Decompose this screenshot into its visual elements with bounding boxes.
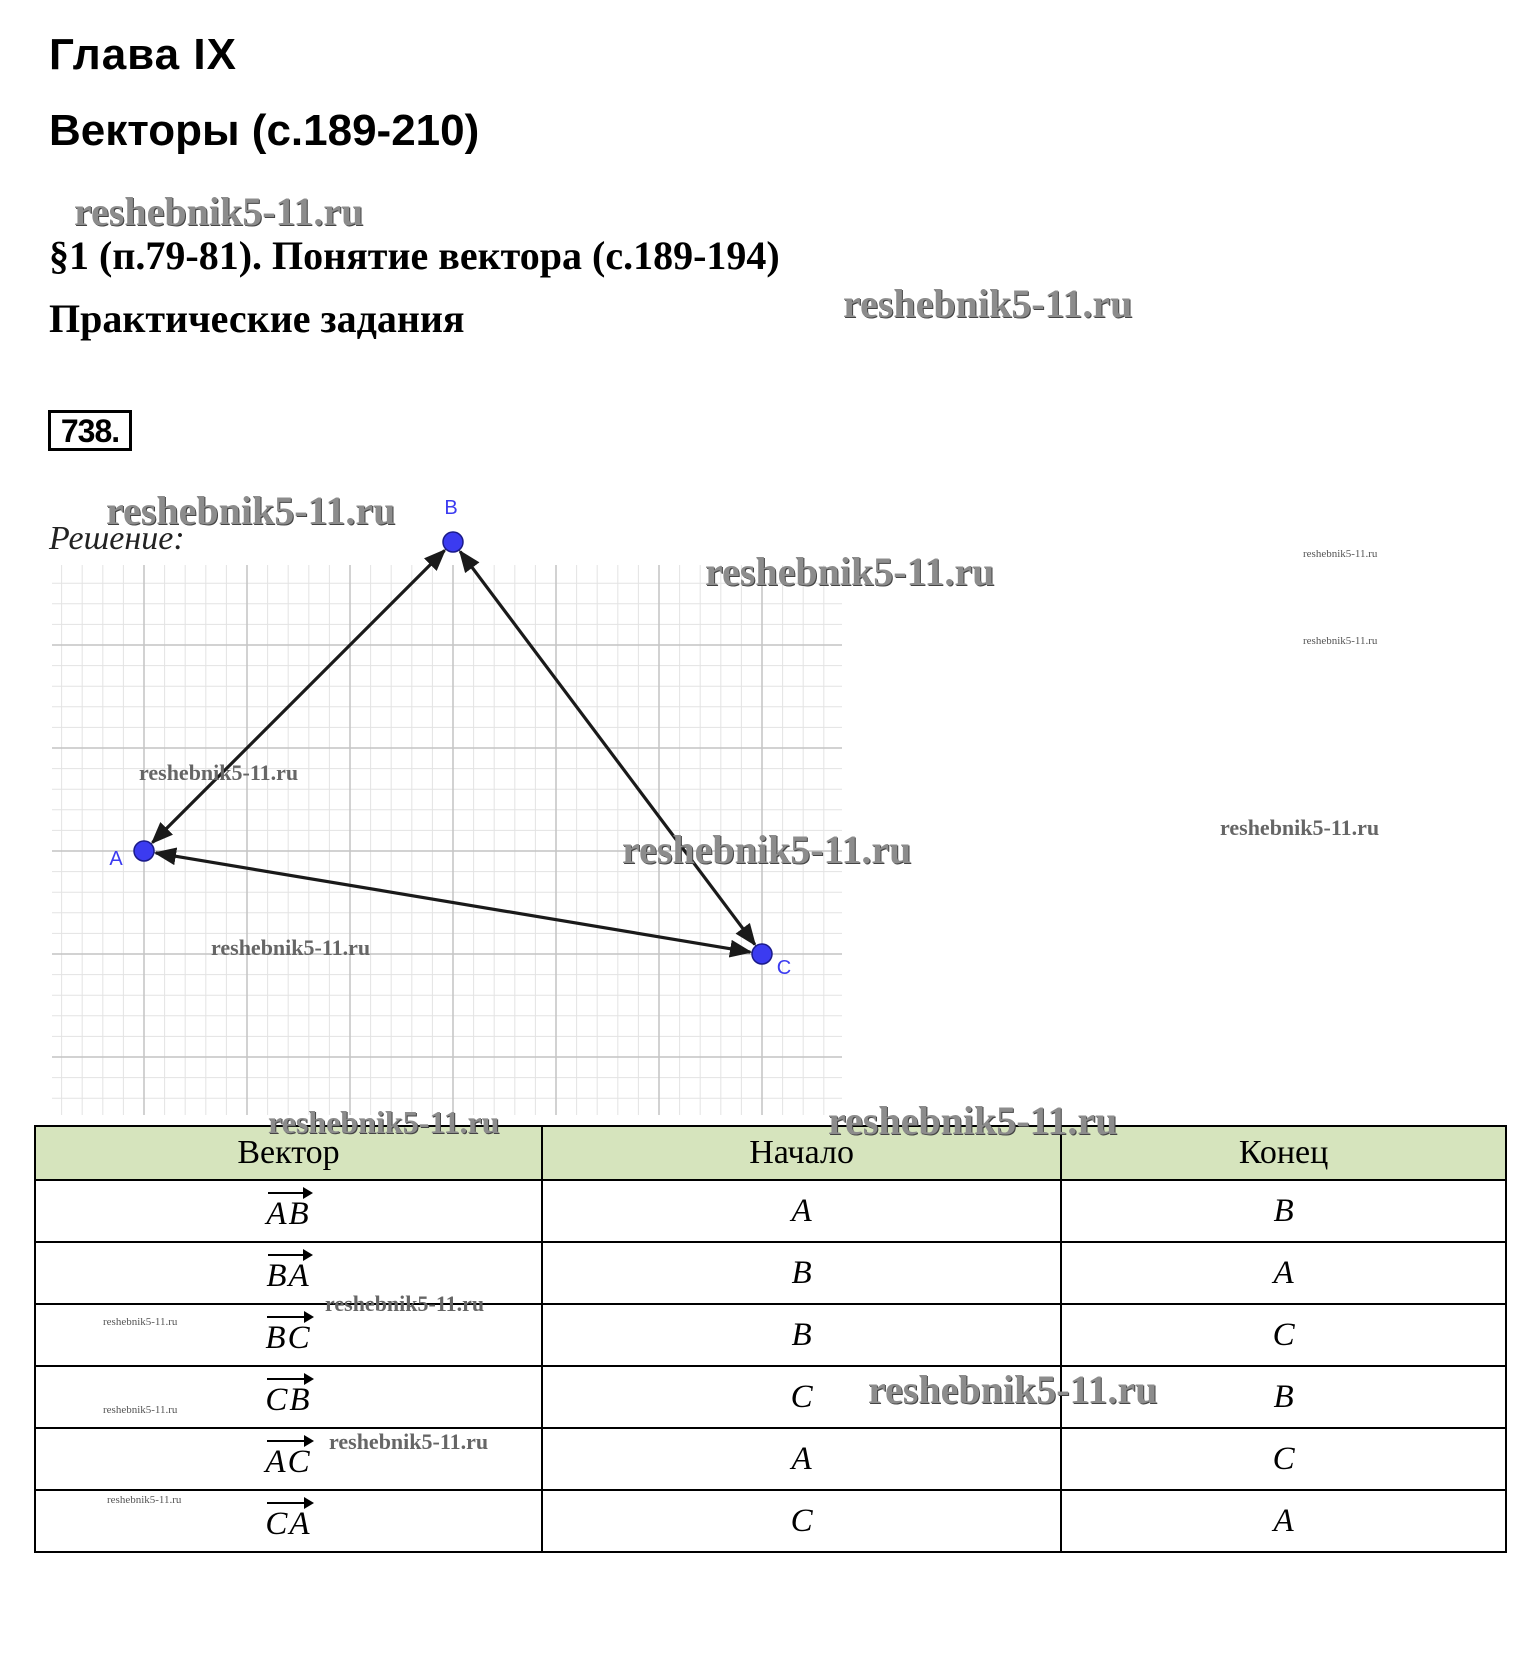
task-number: 738. [48, 410, 132, 451]
vector-arrow-icon [268, 1192, 310, 1194]
end-cell: A [1061, 1490, 1506, 1552]
watermark-text: reshebnik5-11.ru [868, 1367, 1158, 1412]
watermark-text: reshebnik5-11.ru [325, 1291, 485, 1316]
table-row [35, 1242, 1506, 1304]
watermark-text: reshebnik5-11.ru [622, 827, 912, 872]
start-cell: C [542, 1366, 1061, 1428]
vector-label: CB [265, 1381, 312, 1418]
watermark-text: reshebnik5-11.ru [1303, 635, 1378, 647]
section-title: §1 (п.79-81). Понятие вектора (с.189-194) [49, 233, 780, 278]
vector-arrow-icon [267, 1502, 311, 1504]
point-B [443, 532, 463, 552]
table-row [35, 1366, 1506, 1428]
vector-arrow-icon [268, 1254, 310, 1256]
end-cell: A [1061, 1242, 1506, 1304]
topic-title: Векторы (с.189-210) [49, 106, 480, 155]
subsection-title: Практические задания [49, 296, 465, 341]
watermark-text: reshebnik5-11.ru [1303, 548, 1378, 560]
vector-label: AB [266, 1195, 311, 1232]
table-row [35, 1304, 1506, 1366]
watermark-text: reshebnik5-11.ru [139, 760, 299, 785]
start-cell: B [542, 1304, 1061, 1366]
vector-name [265, 1438, 311, 1481]
vector-arrow-icon [267, 1440, 311, 1442]
watermark-text: reshebnik5-11.ru [843, 281, 1133, 326]
vector-cell [35, 1304, 542, 1366]
start-cell: A [542, 1428, 1061, 1490]
table-row [35, 1490, 1506, 1552]
vector-arrow-icon [267, 1316, 311, 1318]
header-end: Конец [1061, 1126, 1506, 1180]
point-A [134, 841, 154, 861]
vector-cell [35, 1490, 542, 1552]
watermark-text: reshebnik5-11.ru [74, 189, 364, 234]
point-label-A: A [109, 848, 123, 870]
vector-cell [35, 1428, 542, 1490]
watermark-text: reshebnik5-11.ru [106, 488, 396, 533]
end-cell: B [1061, 1180, 1506, 1242]
end-cell: C [1061, 1304, 1506, 1366]
vector-name [266, 1190, 310, 1233]
table-row [35, 1428, 1506, 1490]
chapter-title: Глава IX [49, 30, 237, 79]
vector-cell [35, 1366, 542, 1428]
watermark-text: reshebnik5-11.ru [211, 935, 371, 960]
watermark-text: reshebnik5-11.ru [828, 1098, 1118, 1143]
watermark-text: reshebnik5-11.ru [705, 549, 995, 594]
watermark-text: reshebnik5-11.ru [103, 1404, 178, 1416]
vector-name [265, 1500, 311, 1543]
watermark-text: reshebnik5-11.ru [103, 1316, 178, 1328]
vector-label: CA [265, 1505, 312, 1542]
table-header-row [35, 1126, 1506, 1180]
point-label-B: B [444, 497, 458, 519]
vector-cell [35, 1180, 542, 1242]
end-cell: C [1061, 1428, 1506, 1490]
table-row [35, 1180, 1506, 1242]
point-C [752, 944, 772, 964]
watermark-text: reshebnik5-11.ru [107, 1494, 182, 1506]
start-cell: C [542, 1490, 1061, 1552]
end-cell: B [1061, 1366, 1506, 1428]
watermark-text: reshebnik5-11.ru [268, 1104, 500, 1140]
vector-name [265, 1314, 311, 1357]
vector-arrow-icon [267, 1378, 311, 1380]
vector-table [34, 1125, 1507, 1553]
start-cell: B [542, 1242, 1061, 1304]
vector-label: AC [265, 1443, 312, 1480]
header-start: Начало [542, 1126, 1061, 1180]
vector-cell [35, 1242, 542, 1304]
vector-name [265, 1376, 311, 1419]
vector-AB [152, 550, 444, 842]
header-vector: Вектор [35, 1126, 542, 1180]
watermark-text: reshebnik5-11.ru [329, 1429, 489, 1454]
vector-label: BA [266, 1257, 311, 1294]
vector-name [266, 1252, 310, 1295]
point-label-C: C [776, 957, 792, 979]
start-cell: A [542, 1180, 1061, 1242]
watermark-text: reshebnik5-11.ru [1220, 815, 1380, 840]
vector-label: BC [265, 1319, 312, 1356]
solution-label: Решение: [49, 520, 185, 557]
